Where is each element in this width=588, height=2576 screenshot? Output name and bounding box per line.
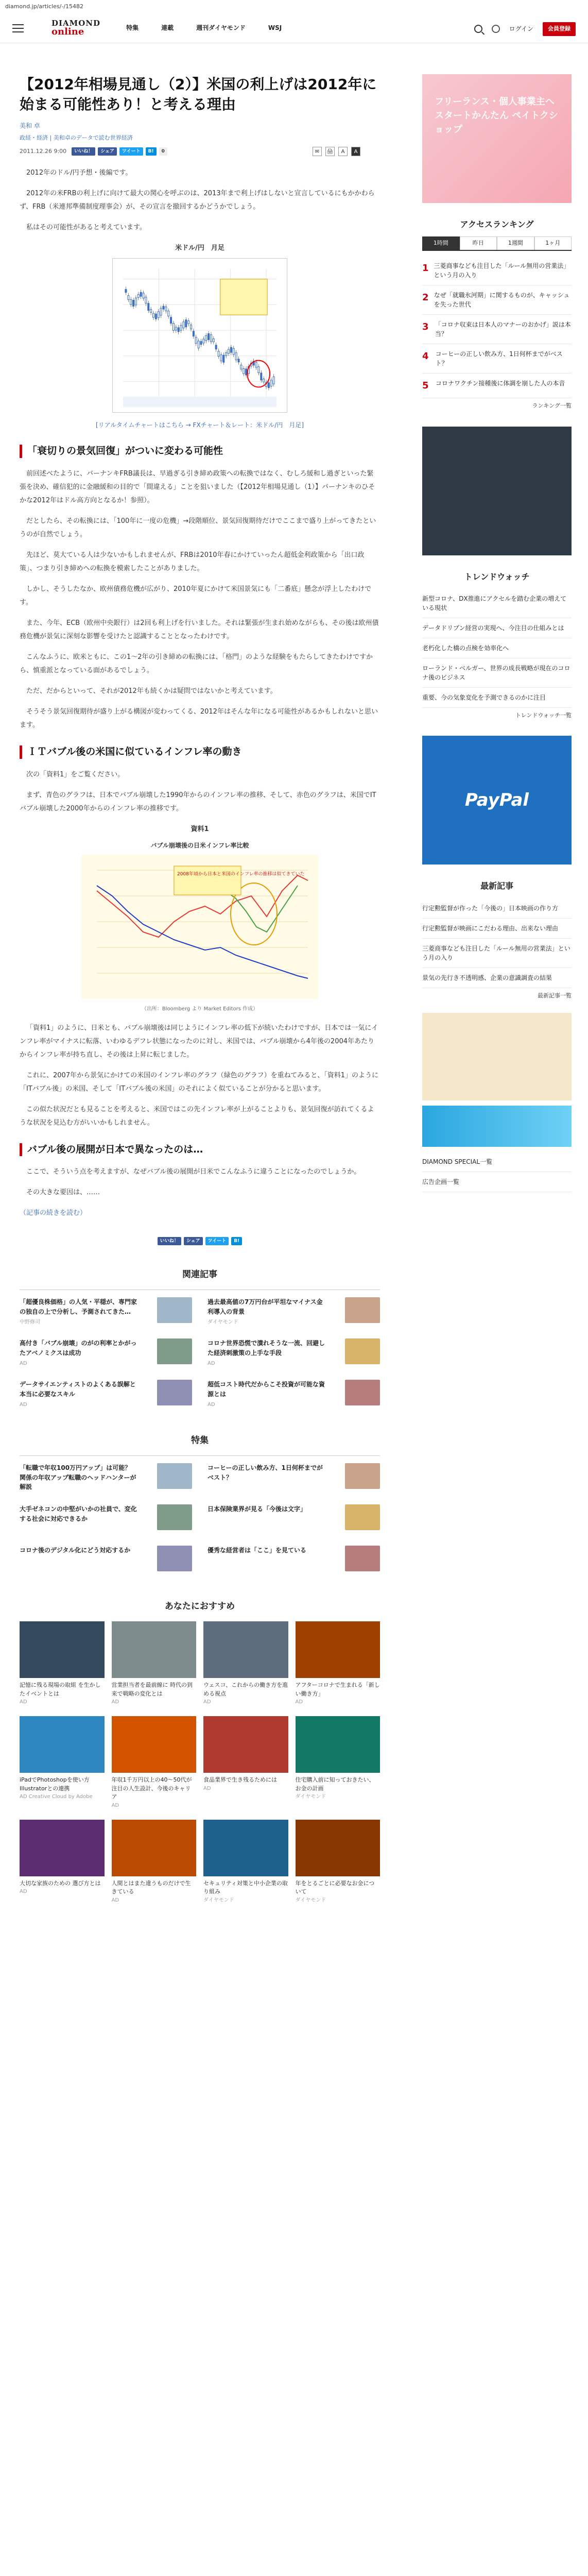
- sidebar: [422, 43, 572, 1904]
- paragraph: しかし、そうしたなか、欧州債務危機が広がり、2010年夏にかけて米国景気にも「二番底」懸念が浮上したわけです。: [20, 585, 372, 607]
- feature-item-body: [207, 1463, 326, 1484]
- related-title: 関連記事: [182, 1269, 217, 1280]
- login-link[interactable]: ログイン: [509, 25, 533, 33]
- feature-grid: [20, 1456, 380, 1579]
- recommend-item[interactable]: [203, 1820, 288, 1904]
- candle-body: [261, 373, 262, 380]
- recommend-item[interactable]: [296, 1716, 381, 1809]
- latest-title: 最新記事: [480, 881, 513, 891]
- related-item-text: 高付き「バブル崩壊」のがの利率とかがったアベノミクスは成功: [20, 1340, 137, 1357]
- feature-item-thumbnail: [157, 1504, 192, 1530]
- site-header: [0, 13, 588, 43]
- chart2-source: （出所：Bloomberg より Market Editors 作成）: [141, 1006, 258, 1012]
- recommend-item-image: [112, 1716, 197, 1773]
- recommend-item-text: 営業担当者を最前線に 時代の到来で戦略の変化とは: [111, 1682, 193, 1697]
- paragraph: 「資料1」のように、日米とも、バブル崩壊後は同じようにインフレ率の低下が続いたわけですが、日本では一気にインフレ率がマイナスに転落、いわゆるデフレ状態になったのに対し、米国では、バブル崩壊から4年後の2004年あたりからインフレ率が持ち直し、その後は上昇に転じました。: [20, 1024, 378, 1059]
- candle-body: [125, 290, 127, 293]
- paragraph: その大きな要因は、……: [26, 1189, 100, 1197]
- paragraph: ここで、そういう点を考えますが、なぜバブル後の展開が日米でこんなふうに違うことになったのでしょうか。: [26, 1168, 361, 1176]
- candle-body: [200, 342, 202, 345]
- usdjpy-chart-figure: [20, 242, 380, 431]
- candle-body: [168, 311, 169, 316]
- ranking-number: 4: [422, 350, 429, 362]
- recommend-item-image: [203, 1621, 288, 1678]
- recommend-item-text: アフターコロナで生まれる「新しい働き方」: [295, 1682, 380, 1697]
- candle-body: [228, 349, 230, 353]
- trend-title: トレンドウォッチ: [464, 571, 530, 582]
- main-nav: [126, 23, 282, 33]
- ranking-number: 3: [422, 321, 429, 332]
- recommend-item[interactable]: [112, 1621, 197, 1706]
- feature-title: 特集: [191, 1435, 209, 1446]
- candle-body: [268, 383, 269, 388]
- related-item-thumbnail: [345, 1380, 380, 1405]
- candle-body: [198, 341, 199, 348]
- paragraph: 先ほど、莫大ている人は少ないかもしれませんが、FRBは2010年春にかけていったん超低金利政策から「出口政策」、つまり引き締めへの転換を模索したことがありました。: [20, 551, 365, 573]
- sidebar-ad-2[interactable]: [422, 427, 572, 555]
- candle-body: [143, 293, 144, 298]
- feature-item-text: 優秀な経営者は「ここ」を見ている: [207, 1547, 307, 1554]
- ranking-title: アクセスランキング: [460, 219, 534, 229]
- ranking-tabs: [422, 236, 572, 251]
- feature-item-text: コロナ後のデジタル化にどう対応するか: [20, 1547, 131, 1554]
- related-item-text: コロナ世界恐慌で潰れそうな一流、回避した経済刺激策の上手な手段: [207, 1340, 325, 1357]
- related-item-thumbnail: [157, 1297, 192, 1323]
- recommend-item-source: AD: [295, 1699, 303, 1705]
- candle-body: [135, 298, 136, 306]
- related-item-thumbnail: [157, 1338, 192, 1364]
- latest-item[interactable]: 行定勲監督が映画にこだわる理由、出来ない理由: [422, 919, 572, 939]
- recommend-item[interactable]: [20, 1621, 105, 1706]
- subheading-3: バブル後の展開が日本で異なったのは…: [20, 1143, 380, 1157]
- candle-body: [210, 335, 212, 342]
- font-small-icon[interactable]: A: [338, 147, 348, 156]
- ranking-item[interactable]: [422, 256, 572, 285]
- recommend-grid: [20, 1621, 380, 1904]
- recommend-item-image: [20, 1820, 105, 1876]
- chart2-title: バブル崩壊後の日米インフレ率比較: [150, 841, 249, 849]
- special-links: [422, 1152, 572, 1192]
- url-text: diamond.jp/articles/-/15482: [5, 3, 84, 10]
- recommend-item[interactable]: [203, 1716, 288, 1809]
- related-item-source: ダイヤモンド: [207, 1319, 238, 1326]
- paragraph: だとしたら、その転換には、「100年に一度の危機」→段階順位、景気回復期待だけでここまで盛り上がってきたというのが自然でしょう。: [20, 517, 376, 539]
- feature-item-body: [20, 1504, 138, 1525]
- feature-item-thumbnail: [157, 1463, 192, 1489]
- ranking-item-text: なぜ「就職氷河期」に関するものが、キャッシュを失った世代: [434, 291, 570, 308]
- recommend-item-text: iPadでPhotoshopを使い方 Illustratorとの連携: [20, 1776, 90, 1792]
- hamburger-menu-icon[interactable]: [12, 24, 24, 32]
- tweet-button[interactable]: ツイート: [205, 1237, 229, 1245]
- related-item-source: AD: [20, 1361, 27, 1367]
- paragraph: また、今年、ECB（欧州中央銀行）は2回も利上げを行いました。それは緊張が生まれ始めながらも、その後は欧州債務危機が景気に深刻な影響を受けたと認識することとなったわけです。: [20, 619, 379, 641]
- candle-body: [153, 314, 154, 318]
- recommend-item-image: [296, 1716, 381, 1773]
- recommend-item-text: 年をとるごとに必要なお金について: [295, 1879, 375, 1895]
- ranking-number: 2: [422, 292, 429, 303]
- candle-body: [273, 377, 274, 384]
- feature-item[interactable]: [20, 1546, 192, 1579]
- feature-item-thumbnail: [345, 1504, 380, 1530]
- chart1-caption-link[interactable]: [リアルタイムチャートはこちら → FXチャート＆レート：米ドル/円 月足]: [95, 421, 304, 429]
- recommend-item-source: ダイヤモンド: [203, 1897, 234, 1903]
- candle-body: [220, 355, 222, 361]
- recommend-item-image: [20, 1621, 105, 1678]
- recommend-item-source: ダイヤモンド: [295, 1794, 326, 1800]
- paragraph: ただ、だからといって、それが2012年も続くかは疑問ではないかと考えています。: [26, 687, 277, 696]
- feature-item-body: [207, 1546, 326, 1557]
- recommend-item[interactable]: [203, 1621, 288, 1706]
- ranking-item[interactable]: [422, 315, 572, 344]
- paragraph: 2012年のドル/円予想・後編です。: [26, 169, 132, 177]
- recommend-item-image: [20, 1716, 105, 1773]
- candle-body: [258, 367, 260, 373]
- recommend-item-source: AD: [203, 1699, 211, 1705]
- candle-body: [163, 307, 164, 310]
- recommend-item[interactable]: [20, 1716, 105, 1809]
- candle-body: [165, 307, 167, 311]
- feature-section: [20, 1433, 380, 1579]
- candle-body: [233, 349, 234, 355]
- article-meta: [20, 146, 407, 157]
- chart2-label: 資料1: [191, 825, 209, 833]
- related-item-source: AD: [207, 1361, 215, 1367]
- logo-line1: DIAMOND: [51, 19, 101, 28]
- usdjpy-candlestick-chart[interactable]: [112, 258, 287, 413]
- candle-body: [175, 327, 177, 330]
- recommend-item-source: AD: [20, 1889, 27, 1895]
- recommend-item[interactable]: [20, 1820, 105, 1904]
- header-right: [474, 22, 576, 36]
- candle-body: [137, 295, 139, 298]
- recommend-item-image: [296, 1621, 381, 1678]
- recommend-item-text: 食品業界で生き残るためには: [203, 1776, 277, 1784]
- candle-body: [263, 379, 265, 382]
- candle-body: [215, 345, 217, 349]
- paypal-logo-icon: PayPal: [464, 789, 529, 810]
- paypal-ad[interactable]: [422, 736, 572, 865]
- candle-body: [185, 320, 187, 327]
- recommend-item-source: AD Creative Cloud by Adobe: [20, 1794, 93, 1800]
- trend-item[interactable]: ローランド・ベルガー、世界の成長戦略が現在のコロナ後のビジネス: [422, 658, 572, 688]
- latest-item[interactable]: 景気の先行き不透明感、企業の意識調査の結果: [422, 968, 572, 988]
- related-item-body: [20, 1338, 138, 1368]
- site-logo[interactable]: [51, 20, 100, 37]
- sidebar-ad-4[interactable]: [422, 1106, 572, 1147]
- recommend-item[interactable]: [296, 1820, 381, 1904]
- candle-body: [188, 321, 189, 324]
- inflation-line-chart: [81, 855, 318, 999]
- bottom-share-buttons: [158, 1237, 242, 1245]
- article-title: 【2012年相場見通し（2）】米国の利上げは2012年に始まる可能性あり！と考える理由: [20, 76, 377, 113]
- related-item[interactable]: [207, 1380, 380, 1413]
- trend-list: [422, 589, 572, 708]
- share-count: 0: [159, 147, 167, 156]
- candle-body: [145, 297, 147, 303]
- page-layout: [0, 43, 588, 1904]
- logo-line2-text: online: [51, 26, 84, 37]
- feature-item[interactable]: [207, 1546, 380, 1579]
- bottom-share-row: [20, 1235, 380, 1247]
- latest-more-link[interactable]: 最新記事一覧: [538, 992, 572, 999]
- recommend-item-text: セキュリティ対策と中小企業の取り組み: [203, 1879, 288, 1895]
- related-item-body: [207, 1380, 326, 1409]
- candle-body: [183, 322, 184, 328]
- chart2-note: 2008年頃から日本と米国のインフレ率の推移は似てきていた: [177, 871, 305, 877]
- recommend-item-source: ダイヤモンド: [295, 1897, 326, 1903]
- related-item-text: 過去最高値の7万円台が平坦なマイナス金利導入の背景: [207, 1298, 323, 1315]
- chart1-title: 米ドル/円 月足: [175, 244, 224, 252]
- candle-body: [235, 353, 237, 360]
- recommend-item-text: 人間とはまた違うものだけで生きている: [111, 1879, 191, 1895]
- related-item-body: [207, 1338, 326, 1368]
- recommend-item-source: AD: [111, 1897, 119, 1903]
- related-item-body: [207, 1297, 326, 1327]
- candle-body: [172, 324, 174, 331]
- recommend-item[interactable]: [112, 1716, 197, 1809]
- related-item-source: 中野修司: [20, 1319, 40, 1326]
- candle-body: [178, 328, 179, 332]
- sidebar-ad-1[interactable]: [422, 74, 572, 203]
- ranking-number: 1: [422, 262, 429, 274]
- recommend-item-text: 大切な家族のための 選び方とは: [20, 1879, 101, 1887]
- candle-body: [240, 365, 242, 369]
- feature-item-body: [20, 1463, 138, 1494]
- feature-item[interactable]: [207, 1504, 380, 1537]
- trend-item[interactable]: 重要、今の気象変化を予測できるのかに注目: [422, 688, 572, 708]
- feature-item[interactable]: [20, 1504, 192, 1537]
- ranking-item[interactable]: [422, 285, 572, 315]
- candle-body: [223, 355, 224, 363]
- candle-body: [226, 353, 227, 356]
- ranking-item-text: コロナワクチン接種後に体調を崩した人の本音: [436, 379, 565, 387]
- related-item-thumbnail: [345, 1338, 380, 1364]
- candle-body: [230, 348, 232, 353]
- sidebar-ad-3[interactable]: [422, 1013, 572, 1100]
- related-item-thumbnail: [345, 1297, 380, 1323]
- feature-item-text: 「転職で年収100万円アップ」は可能？ 関係の年収アップ転職のヘッドハンターが解説: [20, 1464, 136, 1491]
- member-register-button[interactable]: 会員登録: [543, 22, 576, 36]
- feature-item-thumbnail: [157, 1546, 192, 1571]
- continue-reading-link[interactable]: （記事の続きを読む）: [20, 1209, 87, 1217]
- ranking-item-text: 三菱商事なども注目した「ルール無用の営業法」という月の入り: [434, 262, 570, 279]
- recommend-item[interactable]: [112, 1820, 197, 1904]
- candle-body: [195, 337, 197, 344]
- feature-item-text: 大手ゼネコンの中堅がいかの社員で、変化する社会に対応できるか: [20, 1505, 137, 1522]
- feature-item-text: 日本保険業界が見る「今後は文字」: [207, 1505, 307, 1513]
- related-item-body: [20, 1297, 138, 1327]
- inflation-chart-figure: [20, 823, 380, 1014]
- latest-item[interactable]: 三菱商事なども注目した「ルール無用の営業法」という月の入り: [422, 939, 572, 968]
- ranking-item-text: コーヒーの正しい飲み方、1日何杯までがベスト？: [435, 350, 563, 367]
- related-item-body: [20, 1380, 138, 1409]
- subheading-2: ＩＴバブル後の米国に似ているインフレ率の動き: [20, 745, 380, 759]
- candle-body: [150, 310, 152, 313]
- recommend-item-text: 年収1千万円以上の40〜50代が注目の人生設計、今後のキャリア: [111, 1776, 192, 1801]
- related-item-thumbnail: [157, 1380, 192, 1405]
- recommend-title: あなたにおすすめ: [164, 1601, 235, 1612]
- paragraph: 2012年の米FRBの利上げに向けて最大の関心を呼ぶのは、2013年まで利上げはしないと宣言しているにもかかわらず、FRB（米連邦準備制度理事会）が、その宣言を撤回するかどうかでしょう。: [20, 190, 375, 211]
- recommend-item-source: AD: [111, 1802, 119, 1808]
- nav-item-series[interactable]: 連載: [161, 24, 174, 32]
- candle-body: [148, 303, 149, 311]
- article-body: [20, 166, 380, 1247]
- candle-body: [246, 369, 247, 375]
- related-item[interactable]: [207, 1338, 380, 1371]
- candle-body: [213, 339, 214, 342]
- paragraph: そうそう景気回復期待が盛り上がる構図が変わってくる、2012年はそんな年になる可能性があるかもしれないと思います。: [20, 708, 378, 730]
- paragraph: これに、2007年から景気にかけての米国のインフレ率のグラフ（緑色のグラフ）を重ねてみると、「資料1」のように「ITバブル後」の米国、そして「ITバブル後の米国」のそれによく似ていることが分かると思います。: [20, 1071, 379, 1093]
- ranking-tab-yesterday[interactable]: 昨日: [460, 236, 497, 250]
- ad-list-link[interactable]: 広告企画一覧: [422, 1172, 572, 1192]
- recommend-item-image: [203, 1820, 288, 1876]
- article-series[interactable]: 政経・経済 | 美和卓のデータで読む世界経済: [20, 134, 133, 141]
- font-large-icon[interactable]: A: [351, 147, 360, 156]
- paragraph: こんなふうに、欧米ともに、この1〜2年の引き締めの転換には、「格門」のような経験をもたらしてきたわけですから、慎重派となっている面があるでしょう。: [20, 653, 373, 675]
- paragraph: 私はその可能性があると考えています。: [26, 224, 146, 232]
- article-tools: [313, 147, 360, 156]
- article-author[interactable]: 美和 卓: [20, 122, 40, 130]
- article-date: 2011.12.26 9:00: [20, 148, 67, 155]
- ranking-more-link[interactable]: ランキング一覧: [532, 402, 572, 409]
- ad1-text: フリーランス・個人事業主へ スタートかんたん ペイトクショップ: [435, 96, 558, 135]
- related-item-text: データサイエンティストのよくある誤解と本当に必要なスキル: [20, 1381, 136, 1398]
- url-bar[interactable]: [0, 0, 588, 13]
- share-buttons: [72, 147, 167, 156]
- related-item-source: AD: [207, 1402, 215, 1408]
- trend-item[interactable]: 老朽化した橋の点検を効率化へ: [422, 638, 572, 658]
- paragraph: 次の「資料1」をご覧ください。: [26, 770, 125, 778]
- ranking-number: 5: [422, 380, 429, 391]
- recommend-item[interactable]: [296, 1621, 381, 1706]
- recommend-item-text: 記憶に残る現場の取組 を生かしたイベントとは: [20, 1682, 101, 1697]
- latest-item[interactable]: 行定勲監督が作った「今後の」日本映画の作り方: [422, 899, 572, 919]
- like-button[interactable]: いいね！: [158, 1237, 181, 1245]
- candle-body: [203, 339, 204, 343]
- mail-icon[interactable]: ✉: [313, 147, 322, 156]
- feature-item-body: [207, 1504, 326, 1516]
- related-item[interactable]: [20, 1297, 192, 1330]
- nav-item-wsj[interactable]: WSJ: [268, 24, 282, 32]
- trend-item[interactable]: データドリブン経営の実現へ、今注目の仕組みとは: [422, 618, 572, 638]
- candle-body: [140, 293, 142, 297]
- feature-item[interactable]: [207, 1463, 380, 1496]
- logo-line2: [51, 27, 100, 37]
- recommend-item-image: [203, 1716, 288, 1773]
- feature-item-thumbnail: [345, 1546, 380, 1571]
- candle-body: [270, 380, 272, 386]
- user-icon[interactable]: [492, 25, 500, 33]
- tweet-button[interactable]: ツイート: [119, 147, 143, 156]
- candle-body: [191, 325, 192, 329]
- latest-list: [422, 899, 572, 988]
- recommend-item-text: 住宅購入前に知っておきたい、お金の計画: [295, 1776, 375, 1792]
- special-link[interactable]: DIAMOND SPECIAL一覧: [422, 1152, 572, 1172]
- hatena-button[interactable]: B!: [146, 147, 157, 156]
- paragraph: まず、青色のグラフは、日本でバブル崩壊した1990年からのインフレ率の推移、そして、赤色のグラフは、米国でITバブル崩壊した2000年からのインフレ率の推移です。: [20, 791, 376, 812]
- share-button[interactable]: シェア: [98, 147, 117, 156]
- related-item-text: 超低コスト時代だからこそ投資が可能な資源とは: [207, 1381, 325, 1398]
- related-section: [20, 1267, 380, 1413]
- paragraph: この似た状況だとも見ることを考えると、米国ではこの先インフレ率が上がることよりも、景気回復が訪れてくるような状況を見込む方がいいかもしれません。: [20, 1105, 374, 1127]
- trend-item[interactable]: 新型コロナ、DX推進にアクセルを踏む企業の増えている現状: [422, 589, 572, 618]
- candle-body: [128, 296, 129, 300]
- ranking-tab-hour[interactable]: 1時間: [422, 236, 460, 250]
- share-button[interactable]: シェア: [184, 1237, 203, 1245]
- ranking-item-text: 「コロナ収束は日本人のマナーのおかげ」説は本当？: [435, 320, 571, 337]
- ranking-tab-month[interactable]: 1ヶ月: [534, 236, 572, 250]
- subheading-1: 「衰切りの景気回復」がついに変わる可能性: [20, 445, 380, 458]
- hatena-button[interactable]: B!: [231, 1237, 242, 1245]
- candle-body: [243, 369, 245, 374]
- feature-item-text: コーヒーの正しい飲み方、1日何杯までがベスト？: [207, 1464, 323, 1481]
- related-grid: [20, 1290, 380, 1413]
- feature-item[interactable]: [20, 1463, 192, 1496]
- recommend-section: [20, 1599, 380, 1904]
- ranking-list: [422, 256, 572, 398]
- candle-body: [255, 363, 257, 368]
- candle-body: [158, 312, 159, 318]
- recommend-item-image: [296, 1820, 381, 1876]
- candle-body: [180, 326, 182, 331]
- ranking-item[interactable]: [422, 374, 572, 398]
- print-icon[interactable]: 🖨: [325, 147, 335, 156]
- ranking-item[interactable]: [422, 344, 572, 374]
- related-item[interactable]: [20, 1380, 192, 1413]
- candle-body: [208, 334, 210, 340]
- candle-body: [160, 309, 162, 316]
- recommend-item-image: [112, 1621, 197, 1678]
- trend-more-link[interactable]: トレンドウォッチ一覧: [515, 711, 572, 719]
- candle-body: [155, 314, 157, 319]
- candle-body: [170, 317, 172, 324]
- nav-item-feature[interactable]: 特集: [126, 24, 139, 32]
- recommend-item-source: AD: [111, 1699, 119, 1705]
- recommend-item-image: [112, 1820, 197, 1876]
- candle-body: [193, 331, 194, 336]
- search-icon[interactable]: [474, 25, 482, 33]
- article-main: [0, 43, 407, 1904]
- feature-item-body: [20, 1546, 138, 1557]
- recommend-item-text: ウェスコ、これからの働き方を進める視点: [203, 1682, 288, 1697]
- candle-body: [133, 300, 134, 307]
- paragraph: 前回述べたように、バーナンキFRB議長は、早過ぎる引き締め政策への転換ではなく、むしろ緩和し過ぎといった緊張を決め、確信犯的に金融緩和の目的で「間違える」ことを狙いました（【2012年相場見通し（1）】バーナンキのひそかな2012年はドル高方向となるか！参照）。: [20, 470, 375, 505]
- ranking-tab-week[interactable]: 1週間: [497, 236, 534, 250]
- related-item[interactable]: [20, 1338, 192, 1371]
- related-item[interactable]: [207, 1297, 380, 1330]
- related-item-text: 「超優良株価格」の人気・平穏が、専門家の独自の上で分析し、予測されてきた…: [20, 1298, 137, 1315]
- candle-body: [205, 336, 207, 341]
- candle-body: [238, 359, 239, 362]
- like-button[interactable]: いいね！: [72, 147, 95, 156]
- nav-item-weekly[interactable]: 週刊ダイヤモンド: [196, 24, 246, 32]
- recommend-item-source: AD: [20, 1699, 27, 1705]
- related-item-source: AD: [20, 1402, 27, 1408]
- candle-body: [130, 300, 132, 305]
- feature-item-thumbnail: [345, 1463, 380, 1489]
- candle-body: [218, 351, 219, 357]
- recommend-item-source: AD: [203, 1785, 211, 1791]
